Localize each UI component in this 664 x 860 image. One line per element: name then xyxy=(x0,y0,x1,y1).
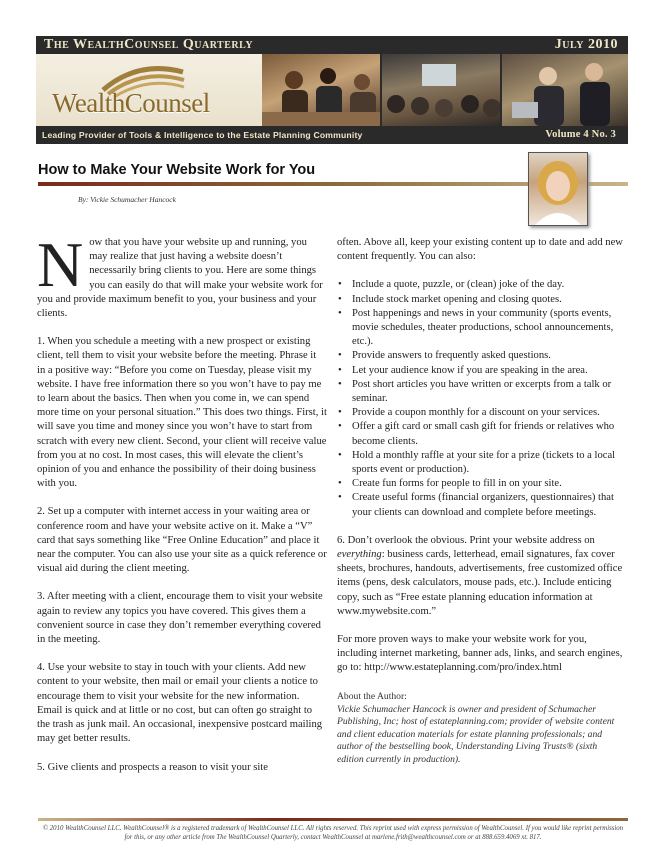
list-item: • Let your audience know if you are speaking in the area. xyxy=(337,364,626,378)
more-info-paragraph: For more proven ways to make your website work for you, including internet marketing, banner ads, links, and search engines, go to: http://www.estateplanning.com/pro/index.html xyxy=(337,634,623,674)
masthead-bottom-bar xyxy=(36,126,628,144)
about-author-text: Vickie Schumacher Hancock is owner and president of Schumacher Publishing, Inc; host of estateplanning.com; provider of website content and client education materials for estate planning professionals; and author of the bestselling book, Understanding Living Trusts® (sixth edition currently in production). xyxy=(337,703,615,765)
banner-photo-meeting xyxy=(262,54,380,126)
audience-icon xyxy=(382,54,500,126)
copyright-footer: © 2010 WealthCounsel LLC. WealthCounsel® is a registered trademark of WealthCounsel LLC. All rights reserved. This reprint used with express permission of WealthCounsel. If you would like reprint permission for this, or any other article from The WealthCounsel Quarterly, contact WealthCounsel at marlene.frith@wealthcounsel.com or at 888.659.4069 xt. 817. xyxy=(42,825,624,841)
masthead-banner xyxy=(36,54,628,126)
newsletter-title: The WealthCounsel Quarterly xyxy=(44,37,254,52)
right-column xyxy=(337,236,626,766)
tip-5-continued: often. Above all, keep your existing content up to date and add new content frequently. You can also: xyxy=(337,237,623,263)
tip-2: 2. Set up a computer with internet access in your waiting area or conference room and have your website active on it. Make a “V” card that says something like “Free Online Education” and place it near the computer. You can also use your site as a quick reference or visual aid during the client meeting. xyxy=(37,506,327,575)
people-meeting-icon xyxy=(262,54,380,126)
list-item: • Provide a coupon monthly for a discount on your services. xyxy=(337,406,626,420)
author-photo xyxy=(528,152,588,226)
tip-1: 1. When you schedule a meeting with a new prospect or existing client, tell them to visit your website before the meeting. Phrase it in a positive way: “Before you come on Tuesday, please visit my website. I have free information there so you won’t have to pay me to learn about the basics. Then when you come in, we can spend more time on your personal situation.” This does two things. First, it will save you time and money since you won’t have to start from scratch with every new client. Second, your client will receive value from you at no cost. In most cases, this will elevate the client’s opinion of you and enhance the possibility of their doing business with you. xyxy=(37,336,327,490)
tip-3: 3. After meeting with a client, encourage them to visit your website again to review any topics you have covered. This gives them a convenient source in case they don’t remember everything covered in the meeting. xyxy=(37,591,323,646)
volume-number: Volume 4 No. 3 xyxy=(545,129,616,140)
list-item: • Create fun forms for people to fill in on your site. xyxy=(337,477,626,491)
masthead-top-bar xyxy=(36,36,628,54)
tip-5: 5. Give clients and prospects a reason to visit your site xyxy=(37,761,268,773)
byline: By: Vickie Schumacher Hancock xyxy=(78,195,176,204)
tip-6: 6. Don’t overlook the obvious. Print your website address on everything: business cards, letterhead, email signatures, fax cover sheets, brochures, handouts, advertisements, free customized office items (pens, desk calculators, mouse pads, etc.). Include enticing copy, such as “Free estate planning education information at www.mywebsite.com.” xyxy=(337,534,623,617)
drop-cap: N xyxy=(37,229,84,300)
tip-4: 4. Use your website to stay in touch with your clients. Add new content to your website, then mail or email your clients a notice to encourage them to visit your website for the new information. Email is quick and at little or no cost, but can often go straight to the trash as junk mail. An occasional, inexpensive postcard mailing may get better results. xyxy=(37,662,323,745)
tagline: Leading Provider of Tools & Intelligence to the Estate Planning Community xyxy=(42,130,363,140)
footer-divider xyxy=(38,818,628,821)
banner-photo-audience xyxy=(382,54,500,126)
banner-photo-professionals xyxy=(502,54,628,126)
wealthcounsel-logo: WealthCounsel xyxy=(52,88,210,118)
issue-date: July 2010 xyxy=(554,37,618,52)
left-column xyxy=(37,229,327,789)
masthead xyxy=(36,36,628,144)
professionals-icon xyxy=(502,54,628,126)
list-item: • Include a quote, puzzle, or (clean) joke of the day. xyxy=(337,278,626,292)
tip-list xyxy=(337,278,626,519)
list-item: • Offer a gift card or small cash gift for friends or relatives who become clients. xyxy=(337,420,626,448)
list-item: • Include stock market opening and closing quotes. xyxy=(337,293,626,307)
list-item: • Create useful forms (financial organizers, questionnaires) that your clients can download and complete before meetings. xyxy=(337,491,626,519)
list-item: • Hold a monthly raffle at your site for a prize (tickets to a local sports event or production). xyxy=(337,449,626,477)
about-author-heading: About the Author: xyxy=(337,690,407,702)
list-item: • Post happenings and news in your community (sports events, movie schedules, theater productions, school announcements, etc.). xyxy=(337,307,626,350)
intro-paragraph: Now that you have your website up and running, you may realize that just having a website doesn’t necessarily bring clients to you. Here are some things you can easily do that will make your website work for you and provide maximum benefit to you, your business and your clients. xyxy=(37,229,323,320)
author-portrait-icon xyxy=(529,153,587,225)
article-title: How to Make Your Website Work for You xyxy=(38,162,316,178)
list-item: • Post short articles you have written or excerpts from a talk or seminar. xyxy=(337,378,626,406)
logo-area xyxy=(36,54,262,126)
list-item: • Provide answers to frequently asked questions. xyxy=(337,349,626,363)
